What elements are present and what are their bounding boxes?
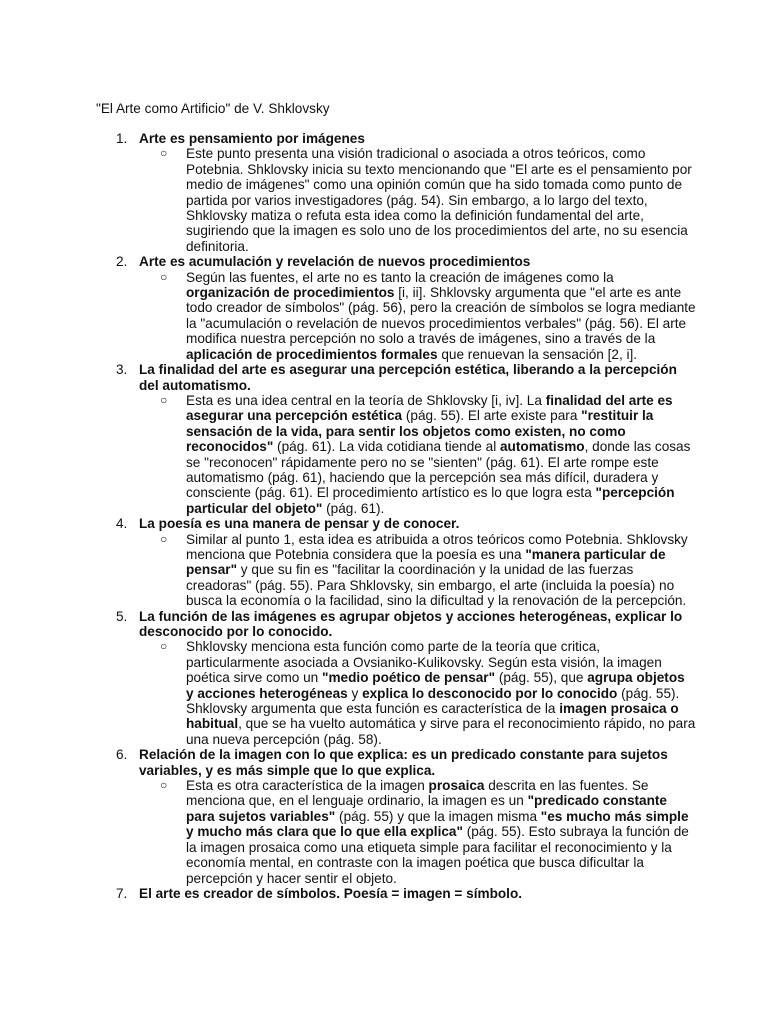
text-run: , donde las cosas se "reconocen" rápidamente pero no se "sienten" (pág. 61). El arte rompe este automatismo (pág. 61), haciendo que la percepción sea más difícil, duradera y consciente (pág. 61). El procedimiento artístico es lo que logra esta <box>186 439 691 501</box>
text-run: (pág. 55). Esto subraya la función de la imagen prosaica como una etiqueta simple para facilitar el reconocimiento y la economía mental, en contraste con la imagen poética que busca dificultar la percepción y hacer sentir el objeto. <box>186 824 689 886</box>
sub-bullet <box>139 639 696 747</box>
sub-bullet-text <box>186 393 696 516</box>
bold-text: finalidad del arte es asegurar una percepción estética <box>186 392 673 424</box>
text-run: Esta es otra característica de la imagen <box>186 778 429 794</box>
bold-text: agrupa objetos y acciones heterogéneas <box>186 670 685 701</box>
text-run: Esta es una idea central en la teoría de Shklovsky [i, iv]. La <box>186 392 546 408</box>
sub-bullet-text <box>186 532 696 609</box>
list-item-heading: La función de las imágenes es agrupar objetos y acciones heterogéneas, explicar lo desconocido por lo conocido. <box>139 608 683 639</box>
text-run: (pág. 55), que <box>495 670 588 686</box>
text-run: (pág. 61). <box>322 500 385 516</box>
list-item-heading: Arte es acumulación y revelación de nuevos procedimientos <box>139 254 531 270</box>
sub-bullet <box>139 532 696 609</box>
list-item-heading: La finalidad del arte es asegurar una percepción estética, liberando a la percepción del automatismo. <box>139 362 677 393</box>
bold-text: aplicación de procedimientos formales <box>186 346 438 362</box>
list-item-heading: La poesía es una manera de pensar y de conocer. <box>139 516 460 532</box>
list-item <box>96 254 696 362</box>
list-item-number: 4. <box>116 516 128 532</box>
sub-bullet <box>139 270 696 362</box>
hollow-circle-bullet-icon: ○ <box>160 531 168 546</box>
sub-bullet <box>139 146 696 254</box>
list-item <box>96 747 696 886</box>
sub-bullet <box>139 393 696 516</box>
bold-text: automatismo <box>500 439 585 455</box>
list-item-number: 3. <box>116 362 128 378</box>
hollow-circle-bullet-icon: ○ <box>160 269 168 284</box>
list-item-heading: Relación de la imagen con lo que explica: es un predicado constante para sujetos variables, y es más simple que lo que explica. <box>139 747 668 778</box>
list-item <box>96 886 696 901</box>
list-item-heading: Arte es pensamiento por imágenes <box>139 131 365 146</box>
bold-text: organización de procedimientos <box>186 285 395 301</box>
bold-text: explica lo desconocido por lo conocido <box>362 685 618 701</box>
sub-bullet-text <box>186 778 696 886</box>
list-item <box>96 131 696 254</box>
text-run: Este punto presenta una visión tradicional o asociada a otros teóricos, como Potebnia. Shklovsky inicia su texto mencionando que "El arte es el pensamiento por medio de imágenes" como una opinión común que ha sido tomada como punto de partida por varios investigadores (pág. 54). Sin embargo, a lo largo del texto, Shklovsky matiza o refuta esta idea como la definición fundamental del arte, sugiriendo que la imagen es solo uno de los procedimientos del arte, no su esencia definitoria. <box>186 146 692 254</box>
bold-text: imagen prosaica o habitual <box>186 701 679 732</box>
list-item <box>96 516 696 608</box>
list-item <box>96 609 696 748</box>
text-run: (pág. 61). La vida cotidiana tiende al <box>273 439 500 455</box>
list-item-number: 7. <box>116 885 128 901</box>
list-item-number: 1. <box>116 131 128 146</box>
bold-text: "manera particular de pensar" <box>186 546 666 578</box>
bold-text: "predicado constante para sujetos variables" <box>186 793 667 824</box>
bold-text: "medio poético de pensar" <box>322 670 496 686</box>
sub-bullet-text <box>186 639 696 747</box>
hollow-circle-bullet-icon: ○ <box>160 778 168 793</box>
numbered-list <box>96 131 696 901</box>
list-item-heading: El arte es creador de símbolos. Poesía = imagen = símbolo. <box>139 885 523 901</box>
hollow-circle-bullet-icon: ○ <box>160 639 168 654</box>
list-item <box>96 362 696 516</box>
sub-bullet <box>139 778 696 886</box>
text-run: descrita en las fuentes. Se menciona que, en el lenguaje ordinario, la imagen es un <box>186 778 649 809</box>
text-run: y que su fin es "facilitar la coordinación y la unidad de las fuerzas creadoras" (pág. 55). Para Shklovsky, sin embargo, el arte (incluida la poesía) no busca la economía o la facilidad, sino la dificultad y la renovación de la percepción. <box>186 562 687 609</box>
text-run: Similar al punto 1, esta idea es atribuida a otros teóricos como Potebnia. Shklovsky menciona que Potebnia considera que la poesía es una <box>186 531 688 562</box>
text-run: Shklovsky menciona esta función como parte de la teoría que critica, particularmente asociada a Ovsianiko-Kulikovsky. Según esta visión, la imagen poética sirve como un <box>186 639 662 686</box>
hollow-circle-bullet-icon: ○ <box>160 392 168 407</box>
text-run: que renuevan la sensación [2, i]. <box>437 346 638 362</box>
sub-bullet-text <box>186 270 696 362</box>
text-run: , que se ha vuelto automática y sirve para el reconocimiento rápido, no para una nueva percepción (pág. 58). <box>186 716 696 747</box>
list-item-number: 2. <box>116 254 128 270</box>
bold-text: "restituir la sensación de la vida, para sentir los objetos como existen, no como reconocidos" <box>186 408 654 455</box>
text-run: (pág. 55). El arte existe para <box>402 408 582 424</box>
list-item-number: 6. <box>116 747 128 763</box>
text-run: Según las fuentes, el arte no es tanto la creación de imágenes como la <box>186 269 614 285</box>
bold-text: "percepción particular del objeto" <box>186 485 675 516</box>
bold-text: "es mucho más simple y mucho más clara que lo que ella explica" <box>186 808 689 840</box>
hollow-circle-bullet-icon: ○ <box>160 146 168 161</box>
text-run: [i, ii]. Shklovsky argumenta que "el arte es ante todo creador de símbolos" (pág. 56), pero la creación de símbolos se logra mediante la "acumulación o revelación de nuevos procedimientos verbales" (pág. 56). El arte modifica nuestra percepción no solo a través de imágenes, sino a través de la <box>186 285 696 347</box>
text-run: (pág. 55). Shklovsky argumenta que esta función es característica de la <box>186 685 680 717</box>
sub-bullet-text <box>186 146 696 254</box>
text-run: (pág. 55) y que la imagen misma <box>335 808 541 824</box>
document-title: "El Arte como Artificio" de V. Shklovsky <box>96 101 330 116</box>
text-run: y <box>347 685 363 701</box>
bold-text: prosaica <box>428 778 485 794</box>
list-item-number: 5. <box>116 608 128 624</box>
